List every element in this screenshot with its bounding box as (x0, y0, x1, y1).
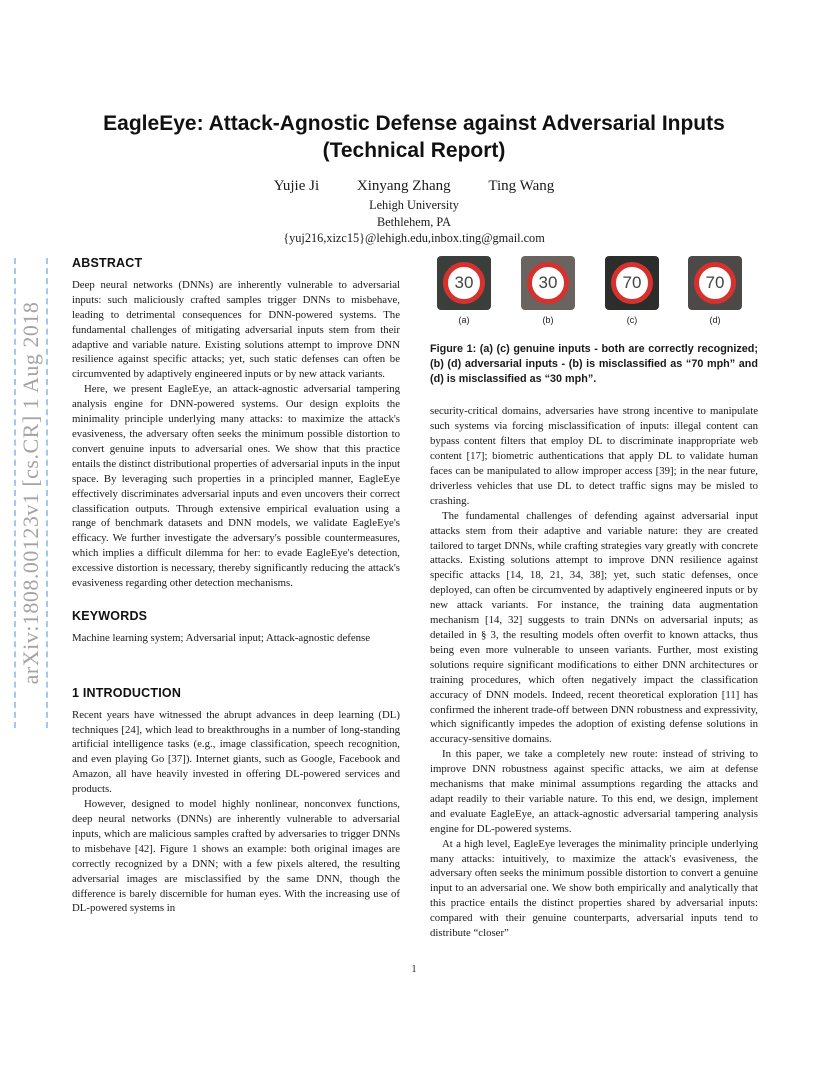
body-paragraph: At a high level, EagleEye leverages the minimality principle underlying many attacks: intuitively, to maximize the attack's evasiveness, the adversary often seeks the minimum possible distortion to convert a genuine input to an adversarial one. We show both empirically and analytically that this practice entails the distinct properties shared by adversarial inputs: compared with their genuine counterparts, adversarial inputs tend to distribute “closer” (430, 837, 758, 940)
speed-value: 30 (454, 272, 474, 292)
speed-sign-image (521, 256, 575, 310)
abstract-heading: ABSTRACT (72, 256, 143, 270)
intro-paragraph: Recent years have witnessed the abrupt advances in deep learning (DL) techniques [24], which lead to breakthroughs in a number of long-standing artificial intelligence tasks (e.g., image classification, speech recognition, and even playing Go [37]). Internet giants, such as Google, Facebook and Amazon, all have heavily invested in offering DL-powered services and products. (72, 708, 400, 796)
speed-sign-image (605, 256, 659, 310)
author-name: Xinyang Zhang (356, 178, 451, 194)
panel-label: (c) (626, 315, 638, 325)
keywords-text: Machine learning system; Adversarial input; Attack-agnostic defense (72, 631, 371, 644)
university: Lehigh University (369, 198, 459, 212)
figure-panel (520, 256, 576, 328)
speed-value: 70 (705, 272, 725, 292)
author-list (0, 178, 828, 195)
keywords-heading: KEYWORDS (72, 608, 148, 623)
author-name: Ting Wang (488, 178, 555, 194)
arxiv-id: arXiv:1808.00123v1 [cs.CR] 1 Aug 2018 (18, 301, 43, 685)
figure-panel (687, 256, 743, 328)
figure-panel (436, 256, 492, 328)
speed-value: 70 (622, 272, 642, 292)
abstract-paragraph: Here, we present EagleEye, an attack-agnostic adversarial tampering analysis engine for DNN-powered systems. Our design exploits the minimality principle underlying many attacks: to maximize the attack's evasiveness, the adversary often seeks the minimum possible distortion to convert genuine inputs to adversarial ones. We show that this practice entails the distinct distributional properties of adversarial inputs in the input space. By leveraging such properties in a principled manner, EagleEye effectively discriminates adversarial inputs and even uncovers their correct classification outputs. Through extensive empirical evaluation using a range of benchmark datasets and DNN models, we validate EagleEye's efficacy. We further investigate the adversary's possible countermeasures, which implies a difficult dilemma for her: to evade EagleEye's detection, excessive distortion is necessary, thereby significantly reducing the attack's evasiveness regarding other detection mechanisms. (72, 383, 400, 590)
figure-1 (430, 256, 758, 328)
figure-panel (604, 256, 660, 328)
speed-sign-image (688, 256, 742, 310)
panel-label: (d) (709, 315, 721, 325)
body-paragraph: In this paper, we take a completely new route: instead of striving to improve DNN robustness against specific attacks, we aim at defense mechanisms that make minimal assumptions regarding the attacks and adapt readily to their variable nature. To this end, we design, implement and evaluate EagleEye, an attack-agnostic adversarial tampering analysis engine for DL-powered systems. (430, 748, 758, 835)
affiliation (0, 197, 828, 247)
speed-value: 30 (538, 272, 558, 292)
panel-label: (b) (542, 315, 554, 325)
panel-label: (a) (458, 315, 470, 325)
intro-heading: 1 INTRODUCTION (72, 685, 182, 700)
body-paragraph: The fundamental challenges of defending against adversarial input attacks stem from their adaptive and variable nature: they are created tailored to target DNNs, while crafting strategies vary greatly with concrete attacks. Existing solutions attempt to improve DNN resilience against specific attacks [14, 18, 21, 34, 38]; yet, such static defenses, once deployed, can often be circumvented by adaptively engineered inputs or by new attack variants. For instance, the training data augmentation mechanism [14, 32] suggests to train DNNs on adversarial inputs; as detailed in § 3, the resulting models often overfit to known attacks, thus being even more vulnerable to unseen variants. Further, most existing solutions require significant modifications to either DNN architectures or training procedures, which often negatively impact the classification accuracy of DNN models. Indeed, recent theoretical exploration [11] has confirmed the inherent trade-off between DNN robustness and expressivity, which significantly impedes the adoption of existing defense solutions in accuracy-sensitive domains. (430, 509, 758, 746)
author-name: Yujie Ji (273, 178, 320, 194)
body-paragraph: security-critical domains, adversaries have strong incentive to manipulate such systems via forcing misclassification of inputs: illegal content can bypass content filters that employ DL to discriminate inappropriate web content [17]; biometric authentications that apply DL to validate human faces can be manipulated to allow improper access [39]; in the near future, driverless vehicles that use DL to detect traffic signs may be misled to crashing. (430, 405, 758, 507)
intro-paragraph: However, designed to model highly nonlinear, nonconvex functions, deep neural networks (DNNs) are inherently vulnerable to adversarial inputs, which are malicious samples crafted by adversaries to trigger DNNs to misbehave [42]. Figure 1 shows an example: both original images are correctly recognized by a DNN; with a few pixels altered, the resulting adversarial images are misclassified by the same DNN, though the difference is barely discernible for human eyes. With the increasing use of DL-powered systems in (72, 798, 400, 915)
location: Bethlehem, PA (376, 214, 451, 229)
page-number: 1 (411, 964, 417, 975)
paper-title: EagleEye: Attack-Agnostic Defense against Adversarial Inputs (Technical Report) (103, 112, 725, 162)
right-column (430, 256, 758, 941)
arxiv-stamp (14, 258, 48, 728)
speed-sign-image (437, 256, 491, 310)
figure-caption: Figure 1: (a) (c) genuine inputs - both are correctly recognized; (b) (d) adversarial inputs - (b) is misclassified as “70 mph” and (d) is misclassified as “30 mph”. (430, 343, 758, 385)
author-emails: {yuj216,xizc15}@lehigh.edu,inbox.ting@gmail.com (283, 231, 545, 245)
abstract-paragraph: Deep neural networks (DNNs) are inherently vulnerable to adversarial inputs: such maliciously crafted samples trigger DNNs to misbehave, leading to detrimental consequences for DNN-powered systems. The fundamental challenges of mitigating adversarial inputs stem from their adaptive and variable nature. Existing solutions attempt to improve DNN resilience against specific attacks; yet, such static defenses can often be circumvented by adaptively engineered inputs or by new attack variants. (72, 278, 400, 381)
left-column (72, 256, 400, 916)
